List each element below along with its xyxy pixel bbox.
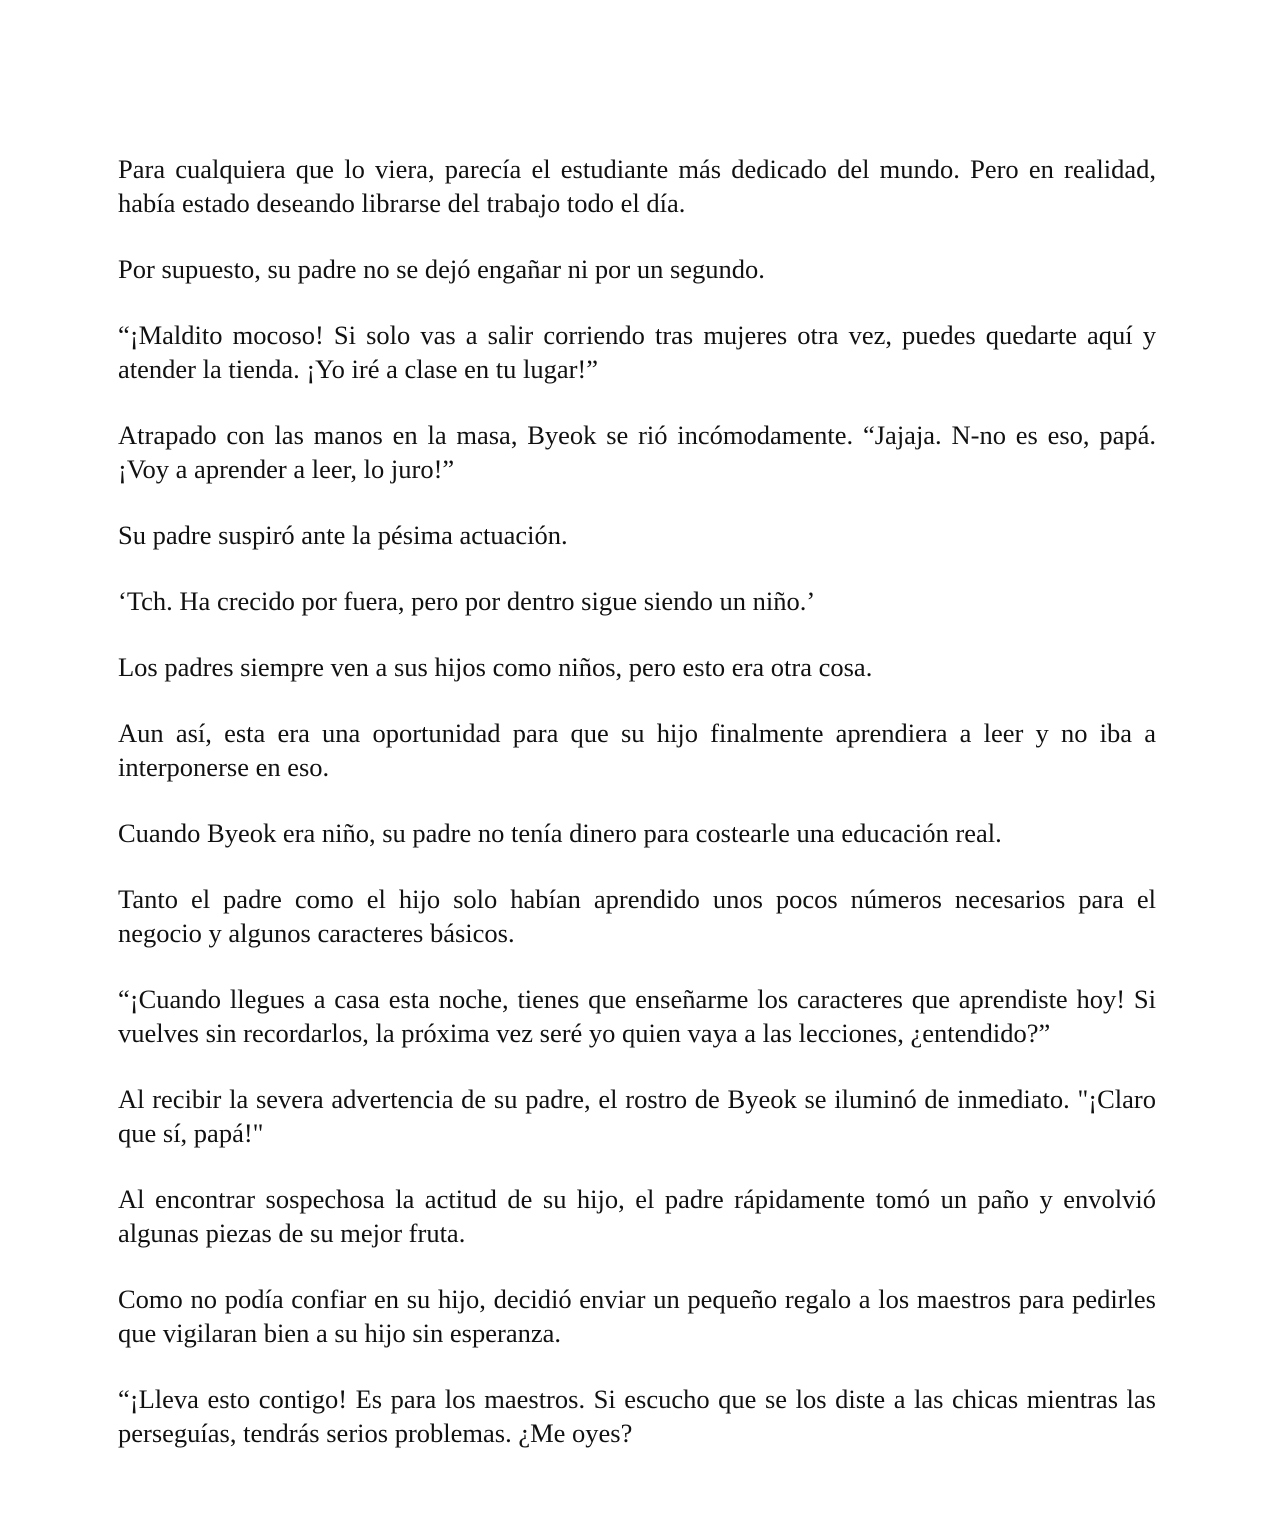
paragraph: Al recibir la severa advertencia de su padre, el rostro de Byeok se iluminó de inmediato. "¡Claro que sí, papá!" [118, 1084, 1156, 1148]
paragraph: Aun así, esta era una oportunidad para que su hijo finalmente aprendiera a leer y no iba a interponerse en eso. [118, 718, 1156, 782]
paragraph: Para cualquiera que lo viera, parecía el estudiante más dedicado del mundo. Pero en realidad, había estado deseando librarse del trabajo todo el día. [118, 154, 1156, 218]
paragraph: “¡Lleva esto contigo! Es para los maestros. Si escucho que se los diste a las chicas mientras las perseguías, tendrás serios problemas. ¿Me oyes? [118, 1384, 1156, 1448]
text-body [118, 152, 1156, 1482]
paragraph: Al encontrar sospechosa la actitud de su hijo, el padre rápidamente tomó un paño y envolvió algunas piezas de su mejor fruta. [118, 1184, 1156, 1248]
paragraph: Cuando Byeok era niño, su padre no tenía dinero para costearle una educación real. [118, 818, 1002, 848]
paragraph: Como no podía confiar en su hijo, decidió enviar un pequeño regalo a los maestros para pedirles que vigilaran bien a su hijo sin esperanza. [118, 1284, 1156, 1348]
paragraph: ‘Tch. Ha crecido por fuera, pero por dentro sigue siendo un niño.’ [118, 586, 816, 616]
paragraph: “¡Maldito mocoso! Si solo vas a salir corriendo tras mujeres otra vez, puedes quedarte aquí y atender la tienda. ¡Yo iré a clase en tu lugar!” [118, 320, 1156, 384]
paragraph: Atrapado con las manos en la masa, Byeok se rió incómodamente. “Jajaja. N-no es eso, papá. ¡Voy a aprender a leer, lo juro!” [118, 420, 1156, 484]
paragraph: Los padres siempre ven a sus hijos como niños, pero esto era otra cosa. [118, 652, 873, 682]
paragraph: Su padre suspiró ante la pésima actuación. [118, 520, 568, 550]
paragraph: Tanto el padre como el hijo solo habían aprendido unos pocos números necesarios para el negocio y algunos caracteres básicos. [118, 884, 1156, 948]
paragraph: “¡Cuando llegues a casa esta noche, tienes que enseñarme los caracteres que aprendiste hoy! Si vuelves sin recordarlos, la próxima vez seré yo quien vaya a las lecciones, ¿entendido?” [118, 984, 1156, 1048]
paragraph: Por supuesto, su padre no se dejó engañar ni por un segundo. [118, 254, 765, 284]
